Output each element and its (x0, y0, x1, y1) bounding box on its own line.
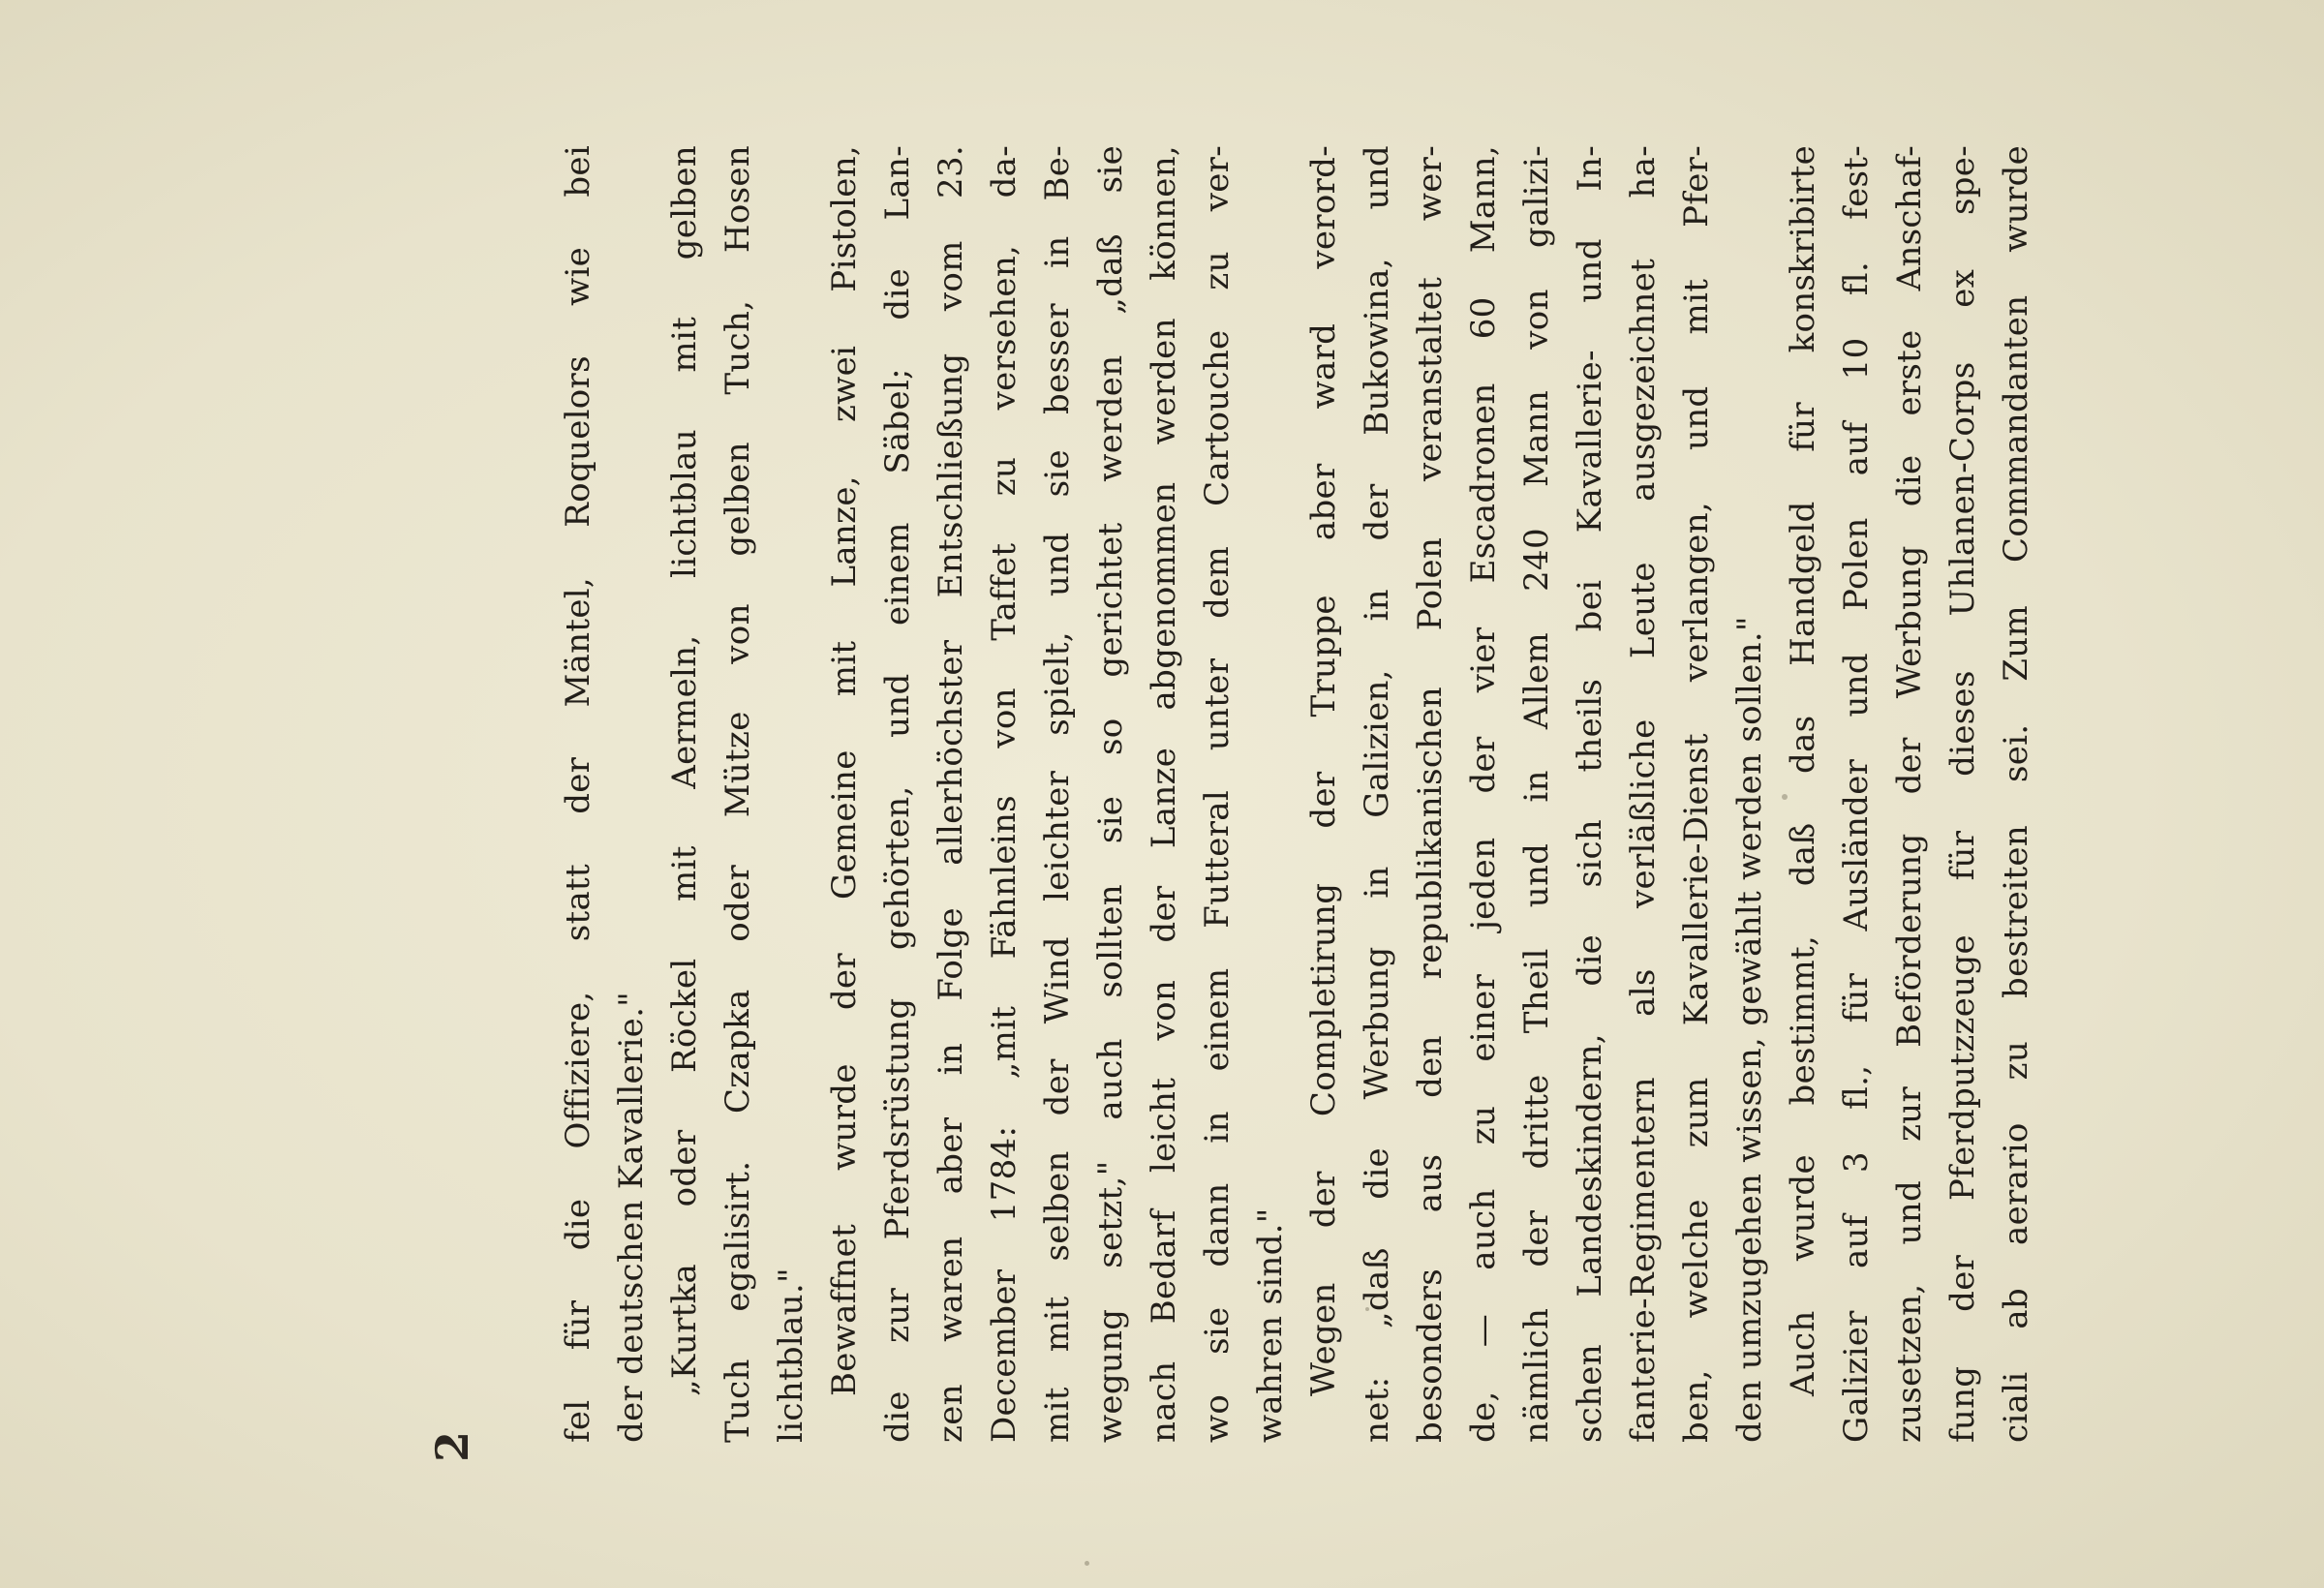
text-line: Auch wurde bestimmt, daß das Handgeld für konskribirte (1784, 145, 1822, 1396)
text-line: de, — auch zu einer jeden der vier Escadronen 60 Mann, (1464, 145, 1503, 1443)
text-line: besonders aus den republikanischen Polen veranstaltet wer- (1411, 145, 1450, 1443)
text-line: nämlich der dritte Theil und in Allem 240 Mann von galizi- (1517, 145, 1556, 1443)
text-line: Tuch egalisirt. Czapka oder Mütze von gelben Tuch, Hosen (719, 145, 757, 1443)
text-line: schen Landeskindern, die sich theils bei Kavallerie- und In- (1571, 145, 1609, 1443)
text-line: December 1784: „mit Fähnleins von Taffet zu versehen, da- (985, 145, 1024, 1443)
page-number: 2 (426, 1430, 478, 1462)
text-line: wo sie dann in einem Futteral unter dem Cartouche zu ver- (1198, 145, 1237, 1443)
text-line: fanterie-Regimentern als verläßliche Leute ausgezeichnet ha- (1624, 145, 1663, 1443)
text-line: Wegen der Completirung der Truppe aber ward verord- (1304, 145, 1343, 1396)
text-line: „Kurtka oder Röckel mit Aermeln, lichtblau mit gelben (665, 145, 704, 1396)
text-line: fel für die Offiziere, statt der Mäntel, Roquelors wie bei (559, 145, 597, 1443)
text-line: wegung setzt," auch sollten sie so gerichtet werden „daß sie (1091, 145, 1130, 1443)
text-line: fung der Pferdputzzeuge für dieses Uhlanen-Corps ex spe- (1943, 145, 1982, 1443)
rotated-text-page (310, 107, 2035, 1481)
text-line: Bewaffnet wurde der Gemeine mit Lanze, zwei Pistolen, (825, 145, 864, 1396)
text-line: ben, welche zum Kavallerie-Dienst verlangen, und mit Pfer- (1677, 145, 1716, 1443)
text-line: wahren sind." (1251, 1207, 1290, 1443)
paper-speck (1085, 1561, 1089, 1566)
text-line: ciali ab aerario zu bestreiten sei. Zum Commandanten wurde (1997, 145, 2035, 1443)
text-line: zen waren aber in Folge allerhöchster Entschließung vom 23. (932, 145, 970, 1443)
text-line: der deutschen Kavallerie." (612, 991, 651, 1443)
text-line: Galizier auf 3 fl., für Ausländer und Polen auf 10 fl. fest- (1837, 145, 1876, 1443)
text-line: die zur Pferdsrüstung gehörten, und einem Säbel; die Lan- (878, 145, 917, 1443)
text-line: lichtblau." (772, 1267, 810, 1443)
body-text (552, 145, 2043, 1443)
text-line: zusetzen, und zur Beförderung der Werbung die erste Anschaf- (1890, 145, 1929, 1443)
text-line: den umzugehen wissen, gewählt werden sollen." (1730, 616, 1769, 1443)
text-line: net: „daß die Werbung in Galizien, in der Bukowina, und (1358, 145, 1396, 1443)
text-line: nach Bedarf leicht von der Lanze abgenommen werden können, (1145, 145, 1183, 1443)
text-line: mit mit selben der Wind leichter spielt, und sie besser in Be- (1038, 145, 1077, 1443)
